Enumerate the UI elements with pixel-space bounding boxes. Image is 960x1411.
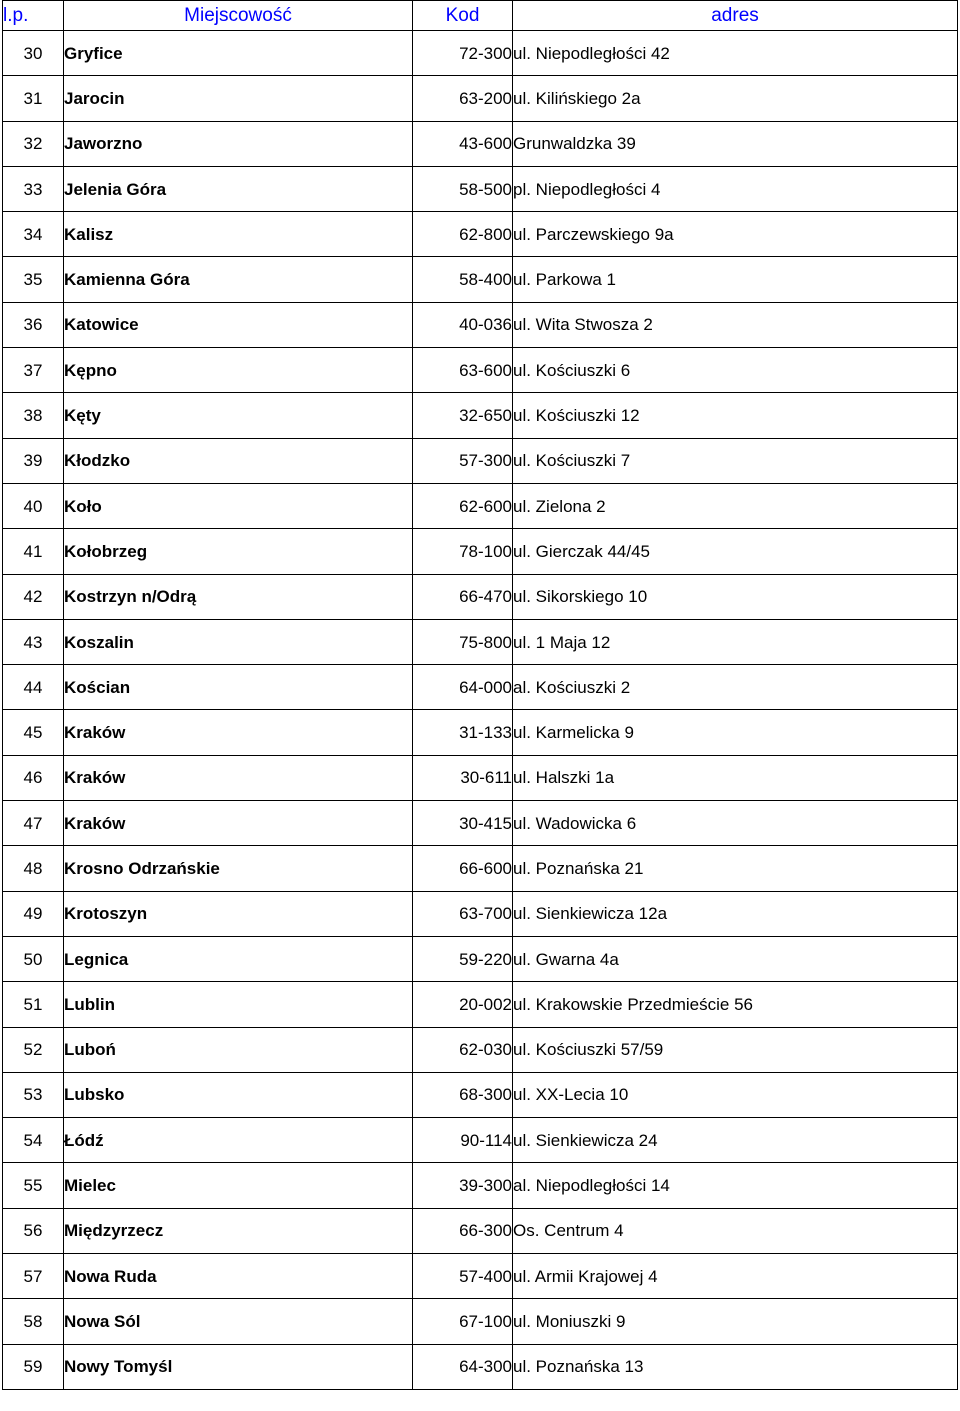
row-address: ul. Krakowskie Przedmieście 56	[513, 982, 958, 1027]
row-address: ul. Halszki 1a	[513, 755, 958, 800]
row-lp: 58	[3, 1299, 64, 1344]
row-postal-code: 63-700	[413, 891, 513, 936]
row-postal-code: 67-100	[413, 1299, 513, 1344]
row-city: Kraków	[64, 801, 413, 846]
table-row	[3, 1027, 958, 1072]
row-city: Nowa Ruda	[64, 1254, 413, 1299]
table-row	[3, 936, 958, 981]
row-address: ul. Sikorskiego 10	[513, 574, 958, 619]
row-city: Jaworzno	[64, 121, 413, 166]
row-lp: 31	[3, 76, 64, 121]
row-lp: 30	[3, 31, 64, 76]
row-lp: 45	[3, 710, 64, 755]
row-lp: 50	[3, 936, 64, 981]
row-city: Kościan	[64, 665, 413, 710]
row-postal-code: 64-000	[413, 665, 513, 710]
row-address: ul. 1 Maja 12	[513, 619, 958, 664]
row-lp: 44	[3, 665, 64, 710]
row-city: Krosno Odrzańskie	[64, 846, 413, 891]
row-city: Kęty	[64, 393, 413, 438]
row-address: ul. Armii Krajowej 4	[513, 1254, 958, 1299]
table-row	[3, 76, 958, 121]
row-address: ul. Kościuszki 6	[513, 348, 958, 393]
row-postal-code: 59-220	[413, 936, 513, 981]
table-row	[3, 1163, 958, 1208]
table-row	[3, 257, 958, 302]
row-address: Grunwaldzka 39	[513, 121, 958, 166]
table-row	[3, 755, 958, 800]
row-address: ul. Parczewskiego 9a	[513, 212, 958, 257]
row-postal-code: 78-100	[413, 529, 513, 574]
table-row	[3, 1072, 958, 1117]
row-postal-code: 90-114	[413, 1118, 513, 1163]
row-postal-code: 75-800	[413, 619, 513, 664]
row-address: ul. Sienkiewicza 12a	[513, 891, 958, 936]
row-address: ul. Wadowicka 6	[513, 801, 958, 846]
row-city: Legnica	[64, 936, 413, 981]
row-city: Łódź	[64, 1118, 413, 1163]
table-row	[3, 982, 958, 1027]
table-row	[3, 348, 958, 393]
row-lp: 46	[3, 755, 64, 800]
row-postal-code: 31-133	[413, 710, 513, 755]
row-lp: 37	[3, 348, 64, 393]
table-row	[3, 665, 958, 710]
row-postal-code: 57-300	[413, 438, 513, 483]
row-lp: 41	[3, 529, 64, 574]
row-city: Katowice	[64, 302, 413, 347]
row-city: Kraków	[64, 710, 413, 755]
row-postal-code: 64-300	[413, 1344, 513, 1389]
row-city: Lublin	[64, 982, 413, 1027]
row-lp: 56	[3, 1208, 64, 1253]
table-row	[3, 1208, 958, 1253]
row-lp: 42	[3, 574, 64, 619]
table-row	[3, 1299, 958, 1344]
row-address: al. Niepodległości 14	[513, 1163, 958, 1208]
row-lp: 38	[3, 393, 64, 438]
header-city: Miejscowość	[64, 1, 413, 31]
table-row	[3, 1254, 958, 1299]
row-address: ul. Poznańska 13	[513, 1344, 958, 1389]
table-row	[3, 1344, 958, 1389]
row-city: Kraków	[64, 755, 413, 800]
table-row	[3, 166, 958, 211]
row-lp: 39	[3, 438, 64, 483]
row-lp: 40	[3, 483, 64, 528]
row-postal-code: 43-600	[413, 121, 513, 166]
row-address: ul. Gwarna 4a	[513, 936, 958, 981]
row-postal-code: 66-600	[413, 846, 513, 891]
row-address: ul. Zielona 2	[513, 483, 958, 528]
row-city: Kłodzko	[64, 438, 413, 483]
row-city: Międzyrzecz	[64, 1208, 413, 1253]
table-row	[3, 891, 958, 936]
row-city: Nowy Tomyśl	[64, 1344, 413, 1389]
table-row	[3, 710, 958, 755]
header-address: adres	[513, 1, 958, 31]
row-lp: 32	[3, 121, 64, 166]
row-postal-code: 40-036	[413, 302, 513, 347]
row-lp: 36	[3, 302, 64, 347]
row-postal-code: 62-030	[413, 1027, 513, 1072]
row-postal-code: 72-300	[413, 31, 513, 76]
row-address: pl. Niepodległości 4	[513, 166, 958, 211]
row-city: Kamienna Góra	[64, 257, 413, 302]
row-city: Kostrzyn n/Odrą	[64, 574, 413, 619]
row-postal-code: 66-300	[413, 1208, 513, 1253]
table-row	[3, 438, 958, 483]
row-address: ul. Wita Stwosza 2	[513, 302, 958, 347]
row-city: Koło	[64, 483, 413, 528]
row-lp: 34	[3, 212, 64, 257]
locations-table	[2, 0, 958, 1390]
row-postal-code: 30-611	[413, 755, 513, 800]
row-address: ul. Niepodległości 42	[513, 31, 958, 76]
row-address: ul. Parkowa 1	[513, 257, 958, 302]
row-address: al. Kościuszki 2	[513, 665, 958, 710]
row-city: Jelenia Góra	[64, 166, 413, 211]
row-city: Lubsko	[64, 1072, 413, 1117]
table-header	[3, 1, 958, 31]
header-lp: l.p.	[3, 1, 64, 31]
table-row	[3, 483, 958, 528]
row-postal-code: 20-002	[413, 982, 513, 1027]
row-city: Kępno	[64, 348, 413, 393]
row-city: Gryfice	[64, 31, 413, 76]
table-row	[3, 846, 958, 891]
row-postal-code: 32-650	[413, 393, 513, 438]
row-address: Os. Centrum 4	[513, 1208, 958, 1253]
row-city: Kołobrzeg	[64, 529, 413, 574]
row-postal-code: 30-415	[413, 801, 513, 846]
header-row	[3, 1, 958, 31]
row-postal-code: 63-600	[413, 348, 513, 393]
row-lp: 43	[3, 619, 64, 664]
header-code: Kod	[413, 1, 513, 31]
row-city: Koszalin	[64, 619, 413, 664]
table-row	[3, 31, 958, 76]
row-address: ul. Kościuszki 57/59	[513, 1027, 958, 1072]
row-city: Krotoszyn	[64, 891, 413, 936]
row-lp: 57	[3, 1254, 64, 1299]
table-row	[3, 619, 958, 664]
row-address: ul. Sienkiewicza 24	[513, 1118, 958, 1163]
row-city: Kalisz	[64, 212, 413, 257]
row-city: Luboń	[64, 1027, 413, 1072]
row-city: Nowa Sól	[64, 1299, 413, 1344]
table-row	[3, 529, 958, 574]
row-address: ul. Kościuszki 7	[513, 438, 958, 483]
table-row	[3, 574, 958, 619]
row-postal-code: 57-400	[413, 1254, 513, 1299]
row-lp: 54	[3, 1118, 64, 1163]
row-city: Jarocin	[64, 76, 413, 121]
table-row	[3, 212, 958, 257]
row-postal-code: 68-300	[413, 1072, 513, 1117]
row-address: ul. Moniuszki 9	[513, 1299, 958, 1344]
table-row	[3, 393, 958, 438]
row-postal-code: 62-600	[413, 483, 513, 528]
row-address: ul. XX-Lecia 10	[513, 1072, 958, 1117]
row-postal-code: 58-500	[413, 166, 513, 211]
row-lp: 48	[3, 846, 64, 891]
row-lp: 53	[3, 1072, 64, 1117]
row-address: ul. Poznańska 21	[513, 846, 958, 891]
row-lp: 49	[3, 891, 64, 936]
row-lp: 52	[3, 1027, 64, 1072]
row-address: ul. Kościuszki 12	[513, 393, 958, 438]
table-row	[3, 302, 958, 347]
row-address: ul. Karmelicka 9	[513, 710, 958, 755]
row-city: Mielec	[64, 1163, 413, 1208]
row-postal-code: 66-470	[413, 574, 513, 619]
row-lp: 33	[3, 166, 64, 211]
table-row	[3, 121, 958, 166]
row-lp: 35	[3, 257, 64, 302]
row-postal-code: 39-300	[413, 1163, 513, 1208]
row-postal-code: 58-400	[413, 257, 513, 302]
row-lp: 51	[3, 982, 64, 1027]
row-postal-code: 62-800	[413, 212, 513, 257]
row-lp: 47	[3, 801, 64, 846]
row-postal-code: 63-200	[413, 76, 513, 121]
row-lp: 55	[3, 1163, 64, 1208]
row-address: ul. Gierczak 44/45	[513, 529, 958, 574]
row-address: ul. Kilińskiego 2a	[513, 76, 958, 121]
table-row	[3, 801, 958, 846]
table-body	[3, 31, 958, 1390]
row-lp: 59	[3, 1344, 64, 1389]
table-row	[3, 1118, 958, 1163]
